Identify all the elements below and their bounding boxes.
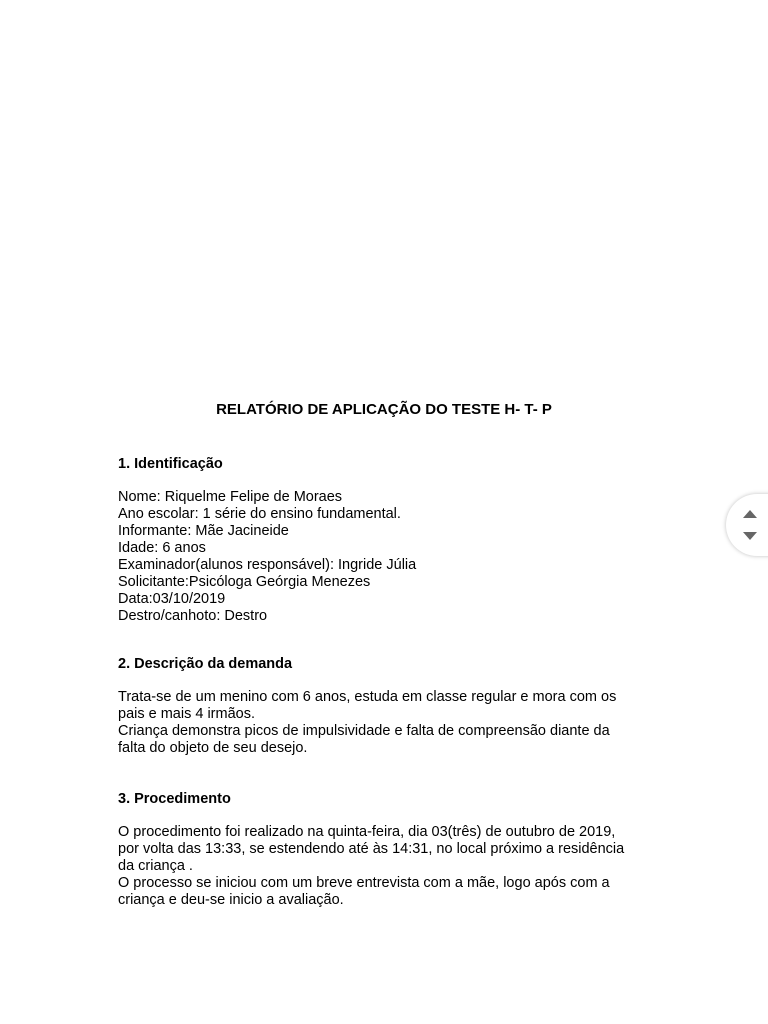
chevron-up-icon bbox=[742, 509, 758, 519]
identificacao-line-lateralidade: Destro/canhoto: Destro bbox=[118, 608, 268, 624]
identificacao-line-nome: Nome: Riquelme Felipe de Moraes bbox=[118, 489, 343, 505]
identificacao-line-informante: Informante: Mãe Jacineide bbox=[118, 523, 289, 539]
identificacao-line-idade: Idade: 6 anos bbox=[118, 540, 206, 556]
next-page-button[interactable] bbox=[738, 526, 762, 546]
demanda-block bbox=[118, 689, 678, 757]
identificacao-line-solicitante: Solicitante:Psicóloga Geórgia Menezes bbox=[118, 574, 371, 590]
procedimento-line: por volta das 13:33, se estendendo até às 14:31, no local próximo a residência bbox=[118, 841, 625, 857]
document-title: RELATÓRIO DE APLICAÇÃO DO TESTE H- T- P bbox=[216, 401, 552, 418]
demanda-line: Criança demonstra picos de impulsividade e falta de compreensão diante da bbox=[118, 723, 610, 739]
procedimento-line: criança e deu-se inicio a avaliação. bbox=[118, 892, 344, 908]
procedimento-block bbox=[118, 824, 678, 909]
section-heading-identificacao: 1. Identificação bbox=[118, 456, 223, 472]
section-heading-procedimento: 3. Procedimento bbox=[118, 791, 231, 807]
demanda-line: falta do objeto de seu desejo. bbox=[118, 740, 308, 756]
chevron-down-icon bbox=[742, 531, 758, 541]
identificacao-line-examinador: Examinador(alunos responsável): Ingride Júlia bbox=[118, 557, 417, 573]
identificacao-line-data: Data:03/10/2019 bbox=[118, 591, 226, 607]
procedimento-line: da criança . bbox=[118, 858, 193, 874]
procedimento-line: O procedimento foi realizado na quinta-feira, dia 03(três) de outubro de 2019, bbox=[118, 824, 616, 840]
identificacao-line-ano-escolar: Ano escolar: 1 série do ensino fundamental. bbox=[118, 506, 401, 522]
previous-page-button[interactable] bbox=[738, 504, 762, 524]
procedimento-line: O processo se iniciou com um breve entrevista com a mãe, logo após com a bbox=[118, 875, 610, 891]
section-heading-demanda: 2. Descrição da demanda bbox=[118, 656, 293, 672]
demanda-line: Trata-se de um menino com 6 anos, estuda em classe regular e mora com os bbox=[118, 689, 617, 705]
identificacao-block bbox=[118, 489, 678, 625]
demanda-line: pais e mais 4 irmãos. bbox=[118, 706, 255, 722]
